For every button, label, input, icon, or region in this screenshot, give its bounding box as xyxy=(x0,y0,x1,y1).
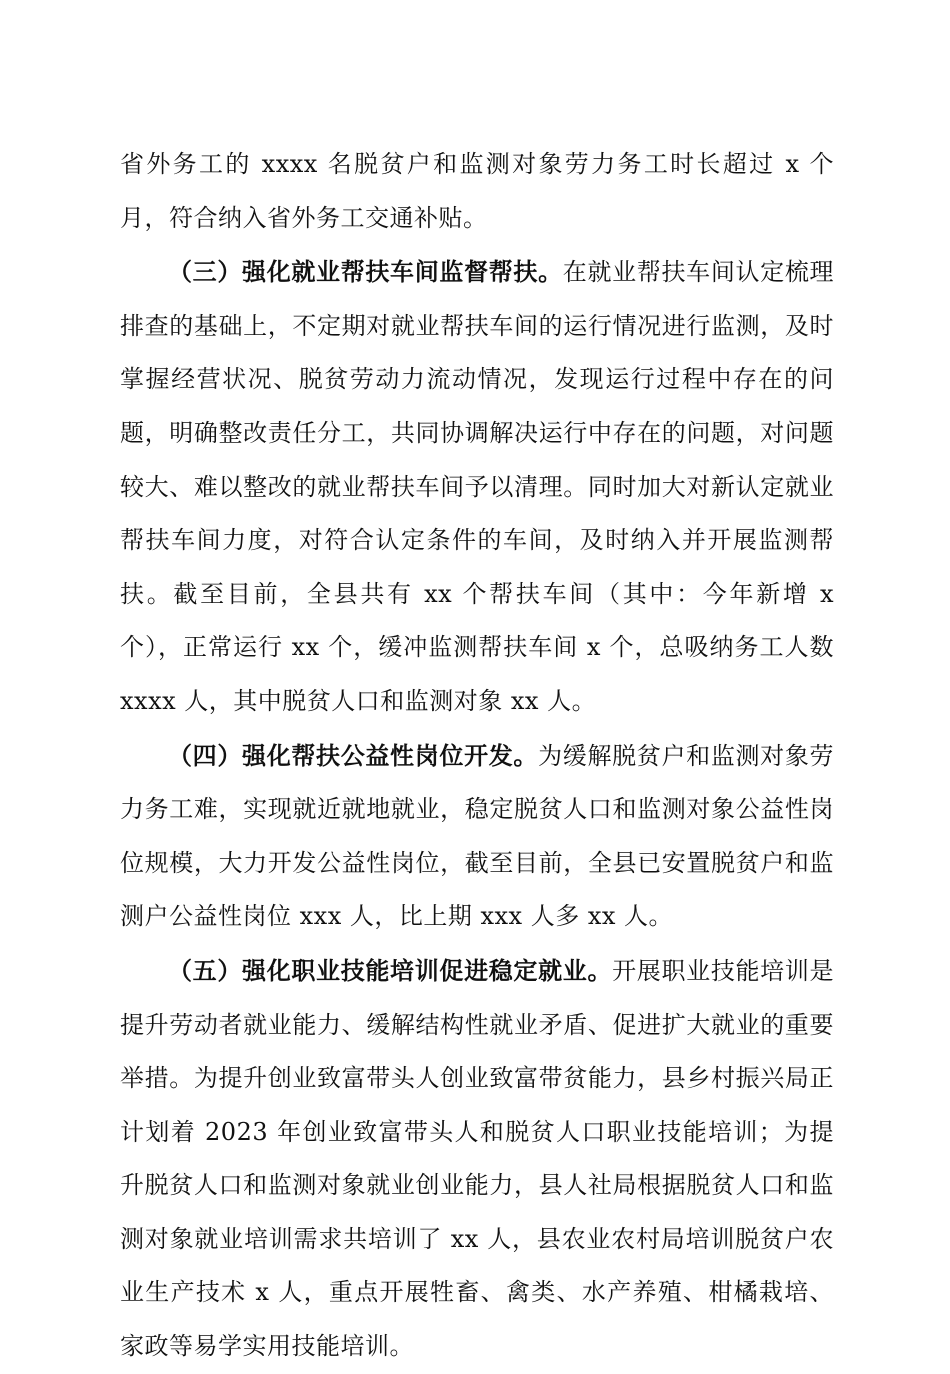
document-page xyxy=(120,138,834,1374)
section-heading: （四）强化帮扶公益性岗位开发。 xyxy=(168,740,539,770)
paragraph-section-5 xyxy=(120,944,834,1374)
paragraph-section-4 xyxy=(120,729,834,944)
paragraph-body: 开展职业技能培训是提升劳动者就业能力、缓解结构性就业矛盾、促进扩大就业的重要举措。为提升创业致富带头人创业致富带贫能力，县乡村振兴局正计划着 2023 年创业致富带头人和脱贫人口职业技能培训；为提升脱贫人口和监测对象就业创业能力，县人社局根据脱贫人口和监测对象就业培训需求共培训了 xx 人，县农业农村局培训脱贫户农业生产技术 x 人，重点开展牲畜、禽类、水产养殖、柑橘栽培、家政等易学实用技能培训。 xyxy=(120,956,835,1361)
section-heading: （三）强化就业帮扶车间监督帮扶。 xyxy=(168,257,563,287)
paragraph-section-3 xyxy=(120,245,834,728)
paragraph-body: 省外务工的 xxxx 名脱贫户和监测对象劳力务工时长超过 x 个月，符合纳入省外务工交通补贴。 xyxy=(120,150,834,232)
paragraph-continuation xyxy=(120,138,834,245)
paragraph-body: 在就业帮扶车间认定梳理排查的基础上，不定期对就业帮扶车间的运行情况进行监测，及时掌握经营状况、脱贫劳动力流动情况，发现运行过程中存在的问题，明确整改责任分工，共同协调解决运行中存在的问题，对问题较大、难以整改的就业帮扶车间予以清理。同时加大对新认定就业帮扶车间力度，对符合认定条件的车间，及时纳入并开展监测帮扶。截至目前，全县共有 xx 个帮扶车间（其中：今年新增 x 个），正常运行 xx 个，缓冲监测帮扶车间 x 个，总吸纳务工人数 xxxx 人，其中脱贫人口和监测对象 xx 人。 xyxy=(120,258,835,715)
paragraph-body: 为缓解脱贫户和监测对象劳力务工难，实现就近就地就业，稳定脱贫人口和监测对象公益性岗位规模，大力开发公益性岗位，截至目前，全县已安置脱贫户和监测户公益性岗位 xxx 人，比上期 xxx 人多 xx 人。 xyxy=(120,741,835,931)
section-heading: （五）强化职业技能培训促进稳定就业。 xyxy=(168,955,613,985)
